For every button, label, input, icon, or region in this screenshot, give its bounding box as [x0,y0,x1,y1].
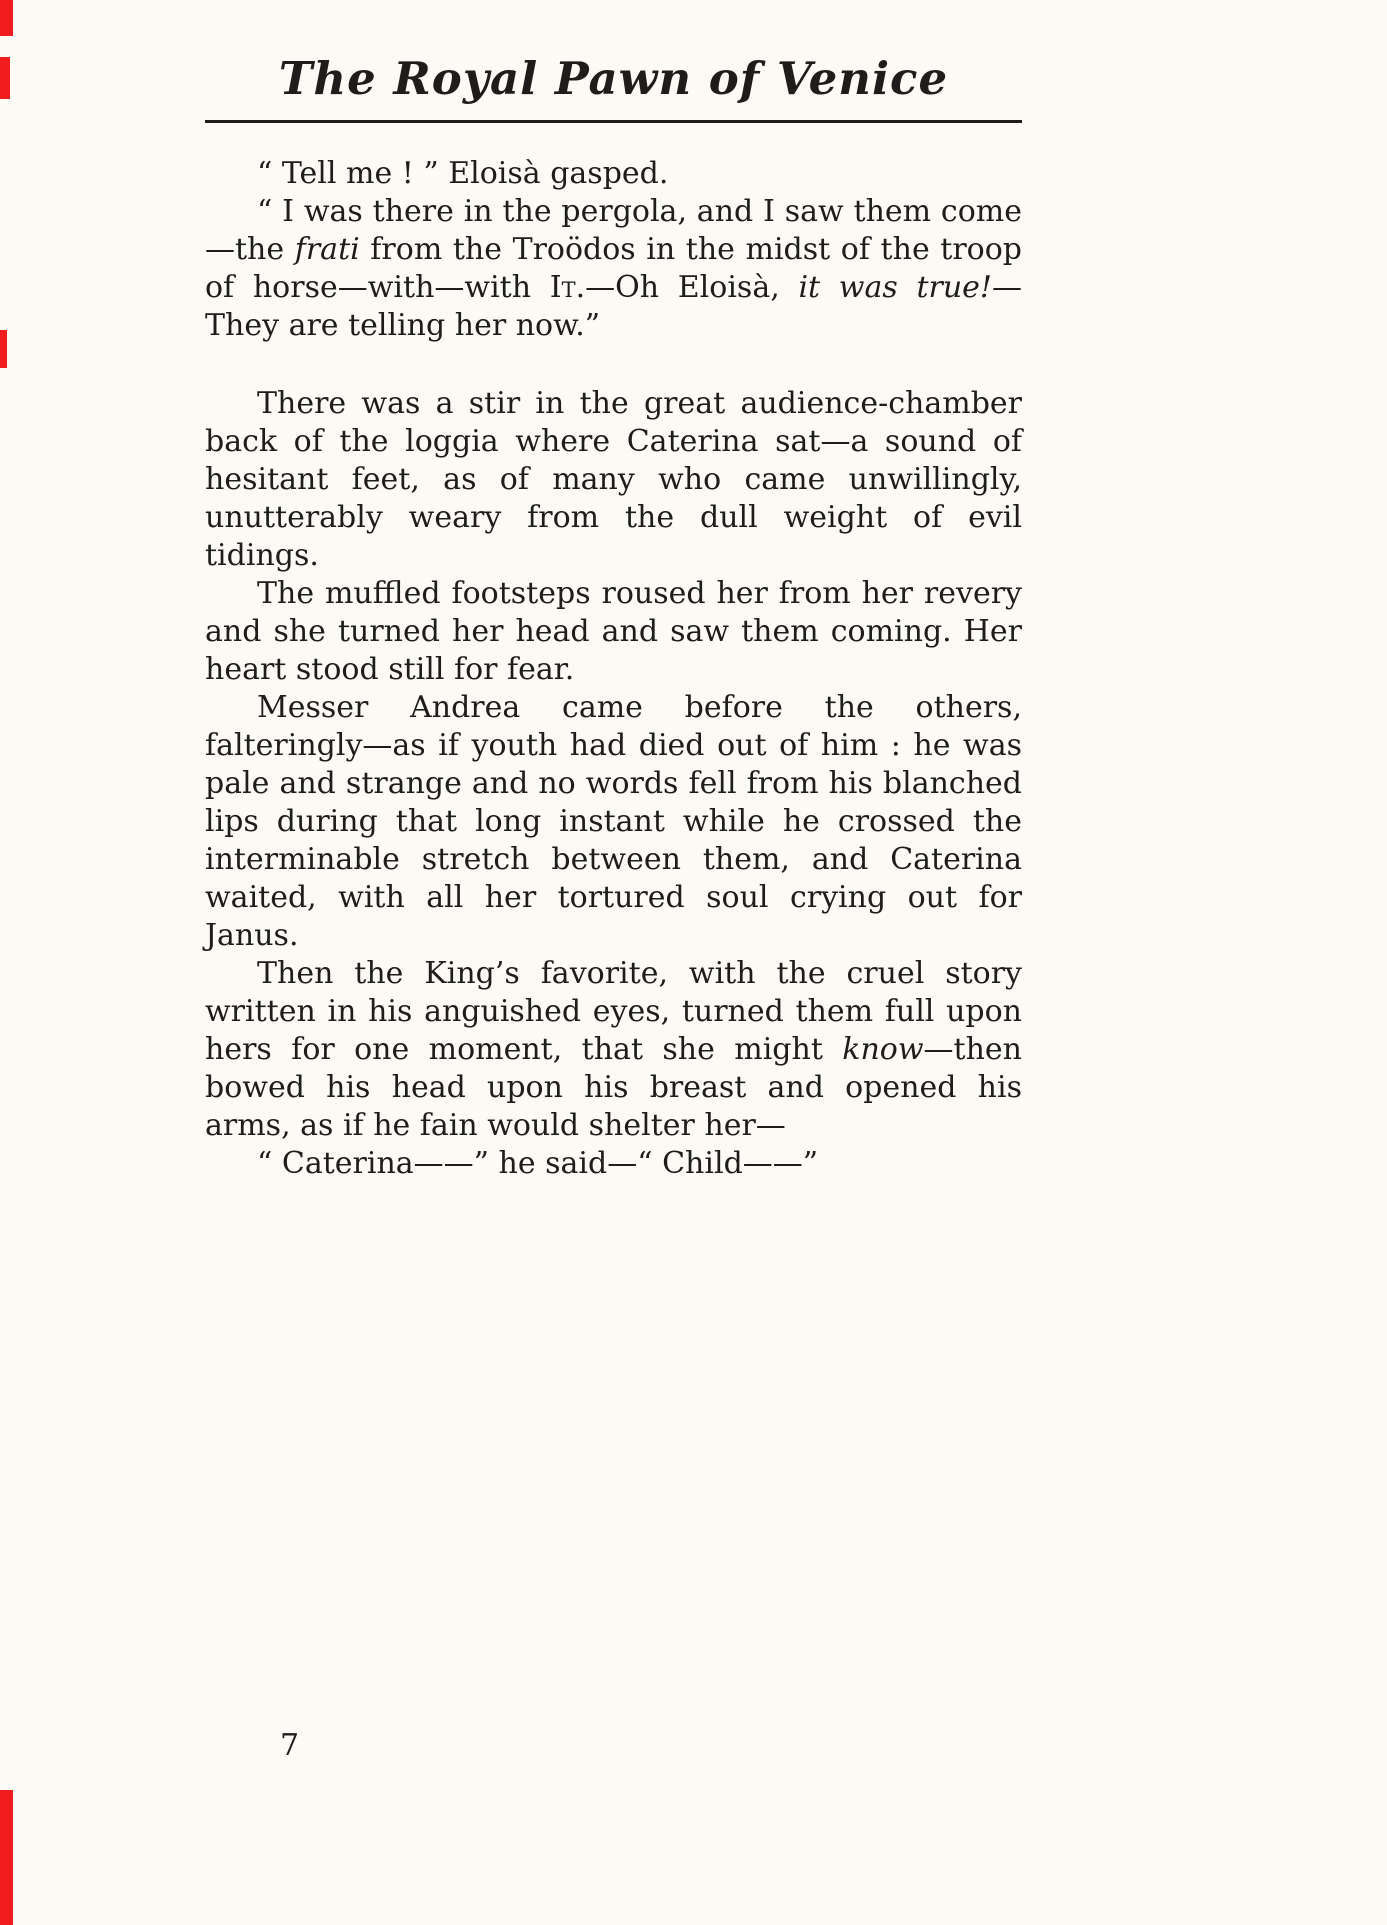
text-run: it was true! [798,270,992,305]
page-title: The Royal Pawn of Venice [278,52,949,105]
scan-artifact [0,0,13,36]
text-run: “ I was there in the pergola, and I saw them come—the [205,194,1022,267]
page-content [205,52,1022,1183]
paragraph [205,689,1022,955]
text-run: “ Caterina——” he said—“ Child——” [257,1146,819,1181]
text-run: from the Troödos in the midst of the troop of horse—with—with [205,232,1023,305]
scan-artifact [0,330,7,368]
paragraph [205,193,1022,345]
text-block [205,155,1022,1183]
text-run: Then the King’s favorite, with the cruel story written in his anguished eyes, turned them full upon hers for one moment, that she might [205,956,1022,1067]
header-rule [205,120,1022,123]
paragraph [205,155,1022,193]
text-run: “ Tell me ! ” Eloisà gasped. [257,156,669,191]
text-run: —They are telling her now.” [205,270,1022,343]
text-run: —then bowed his head upon his breast and opened his arms, as if he fain would shelter her— [205,1032,1022,1143]
text-run: There was a stir in the great audience-chamber back of the loggia where Caterina sat—a sound of hesitant feet, as of many who came unwillingly, unutterably weary from the dull weight of evil tidings. [205,386,1022,573]
text-run: It. [549,270,586,305]
page-number: 7 [280,1728,300,1763]
paragraph [205,955,1022,1145]
text-run: know [842,1032,924,1067]
paragraph [205,385,1022,575]
scan-artifact [0,57,10,99]
text-run: frati [294,232,360,267]
text-run: —Oh Eloisà, [585,270,799,305]
paragraph [205,575,1022,689]
scan-artifact [0,1790,13,1925]
text-run: The muffled footsteps roused her from her revery and she turned her head and saw them coming. Her heart stood still for fear. [205,576,1022,687]
paragraph [205,1145,1022,1183]
text-run: Messer Andrea came before the others, falteringly—as if youth had died out of him : he was pale and strange and no words fell from his blanched lips during that long instant while he crossed the interminable stretch between them, and Caterina waited, with all her tortured soul crying out for Janus. [205,690,1022,953]
